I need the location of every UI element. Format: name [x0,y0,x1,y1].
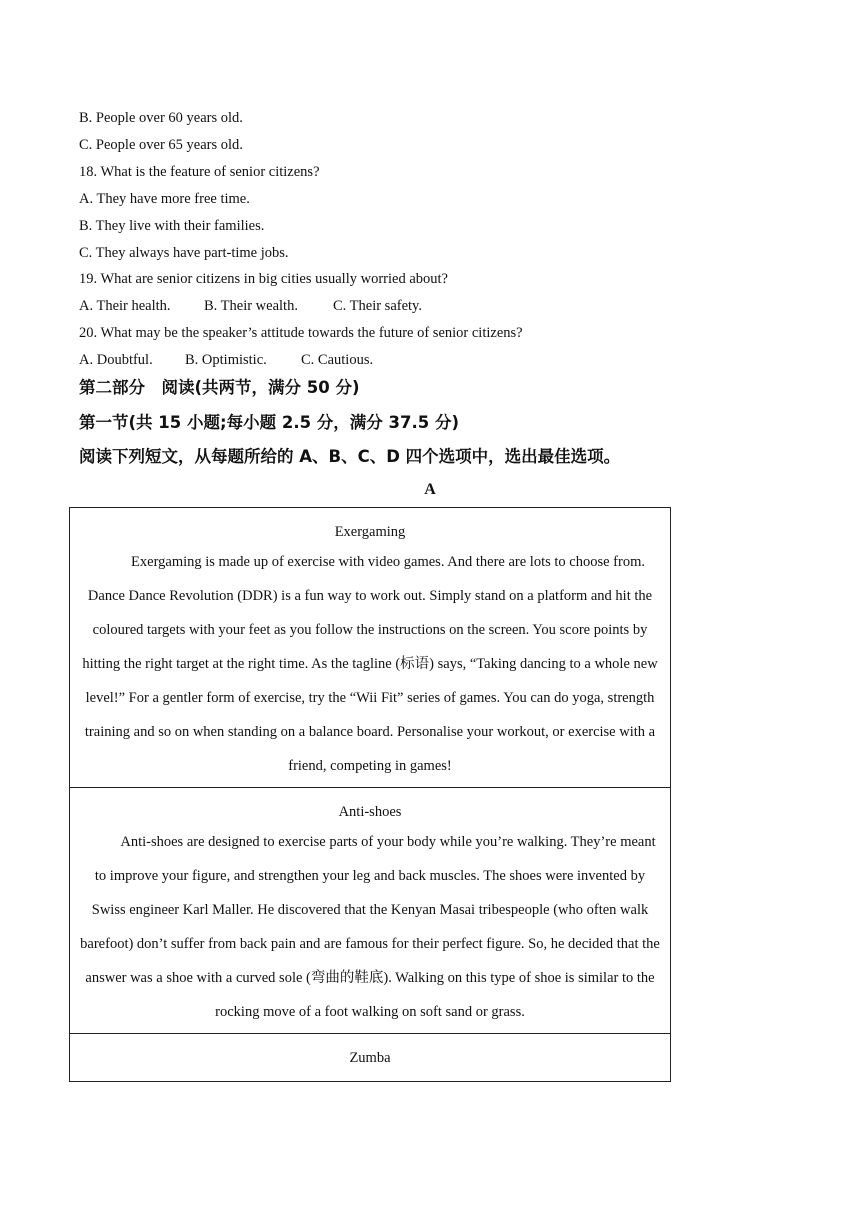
line-c-65: C. People over 65 years old. [79,137,243,153]
q20-options [79,351,373,369]
q18-option-c: C. They always have part-time jobs. [79,245,289,261]
q20-option-b: B. Optimistic. [185,352,267,368]
section1-heading: 第一节(共 15 小题;每小题 2.5 分，满分 37.5 分) [79,413,460,432]
q18-option-b: B. They live with their families. [79,218,265,234]
question-18: 18. What is the feature of senior citizens? [79,164,320,180]
passage-cell [70,508,671,788]
passage-body: Anti-shoes are designed to exercise parts of your body while you’re walking. They’re meant to improve your figure, and strengthen your leg and back muscles. The shoes were invented by Swiss engineer Karl Maller. He discovered that the Kenyan Masai tribespeople (who often walk barefoot) don’t suffer from back pain and are famous for their perfect figure. So, he decided that the answer was a shoe with a curved sole (弯曲的鞋底). Walking on this type of shoe is similar to the rocking move of a foot walking on soft sand or grass. [80,834,660,1020]
passage-row [70,508,671,788]
question-20: 20. What may be the speaker’s attitude towards the future of senior citizens? [79,325,523,341]
passages-table [69,507,671,1082]
passage-cell [70,788,671,1034]
q18-option-a: A. They have more free time. [79,191,250,207]
q19-option-c: C. Their safety. [333,298,422,314]
passage-title: Zumba [349,1050,391,1066]
passage-body: Exergaming is made up of exercise with video games. And there are lots to choose from. Dance Dance Revolution (DDR) is a fun way to work out. Simply stand on a platform and hit the coloured targets with your feet as you follow the instructions on the screen. You score points by hitting the right target at the right time. As the tagline (标语) says, “Taking dancing to a whole new level!” For a gentler form of exercise, try the “Wii Fit” series of games. You can do yoga, strength training and so on when standing on a balance board. Personalise your workout, or exercise with a friend, competing in games! [82,554,658,774]
line-b-60: B. People over 60 years old. [79,110,243,126]
passage-row [70,1034,671,1082]
passage-label: A [424,481,436,498]
passage-cell [70,1034,671,1082]
q19-option-a: A. Their health. [79,298,171,314]
instructions: 阅读下列短文，从每题所给的 A、B、C、D 四个选项中，选出最佳选项。 [79,447,621,466]
q20-option-c: C. Cautious. [301,352,374,368]
passage-title: Anti-shoes [338,804,402,820]
passage-title: Exergaming [334,524,406,540]
q19-option-b: B. Their wealth. [204,298,298,314]
q19-options [79,297,422,315]
passage-row [70,788,671,1034]
q20-option-a: A. Doubtful. [79,352,153,368]
part2-heading: 第二部分 阅读(共两节，满分 50 分) [79,378,360,397]
question-19: 19. What are senior citizens in big cities usually worried about? [79,271,448,287]
